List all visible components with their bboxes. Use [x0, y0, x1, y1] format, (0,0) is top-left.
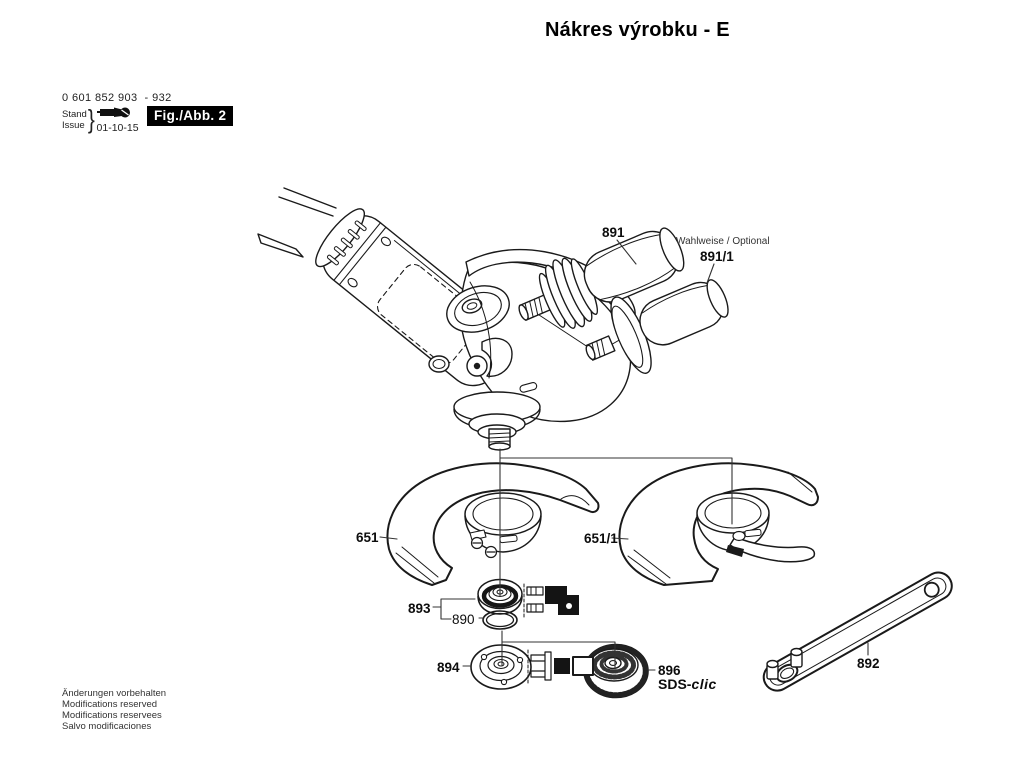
sds-suffix: clic: [691, 676, 717, 692]
callout-891: 891: [602, 225, 625, 240]
revision-date: 01-10-15: [96, 122, 139, 134]
nut-orientation-pictogram-icon: [528, 650, 593, 684]
legal-notices: [62, 688, 166, 732]
notice-fr: Modifications reservees: [62, 710, 162, 721]
callout-892: 892: [857, 656, 880, 671]
spindle-and-stud: [454, 392, 540, 450]
revision-brace: }: [87, 104, 95, 134]
callout-894: 894: [437, 660, 460, 675]
wheel-guard-651-drawing: [387, 463, 598, 585]
part-number: [62, 92, 172, 104]
callout-893: 893: [408, 601, 431, 616]
callout-651: 651: [356, 530, 379, 545]
sds-prefix: SDS-: [658, 676, 692, 692]
page-title: Nákres výrobku - E: [545, 19, 730, 41]
revision-labels: [62, 109, 87, 131]
notice-en: Modifications reserved: [62, 699, 158, 710]
revision-block: [62, 104, 139, 135]
optional-note: Wahlweise / Optional: [676, 236, 770, 247]
figure-badge: Fig./Abb. 2: [147, 106, 233, 126]
pin-spanner-892-drawing: [759, 568, 957, 696]
part-number-suffix: - 932: [144, 92, 172, 104]
o-ring-890-drawing: [483, 611, 517, 629]
flange-894-drawing: [471, 645, 531, 689]
stand-label: Stand: [62, 108, 87, 120]
notice-de: Änderungen vorbehalten: [62, 688, 167, 699]
callout-891-1: 891/1: [700, 249, 734, 264]
callout-sds-clic: [658, 676, 717, 692]
wheel-guard-651-1-drawing: [619, 463, 818, 585]
notice-es: Salvo modificaciones: [62, 721, 152, 732]
part-number-base: 0 601 852 903: [62, 92, 138, 104]
angle-grinder-pictogram-icon: [97, 105, 131, 119]
callout-651-1: 651/1: [584, 531, 618, 546]
callout-890: 890: [452, 612, 475, 627]
callout-896: 896: [658, 663, 681, 678]
clamp-lever-pictogram-icon: [524, 584, 579, 618]
issue-label: Issue: [62, 119, 85, 131]
